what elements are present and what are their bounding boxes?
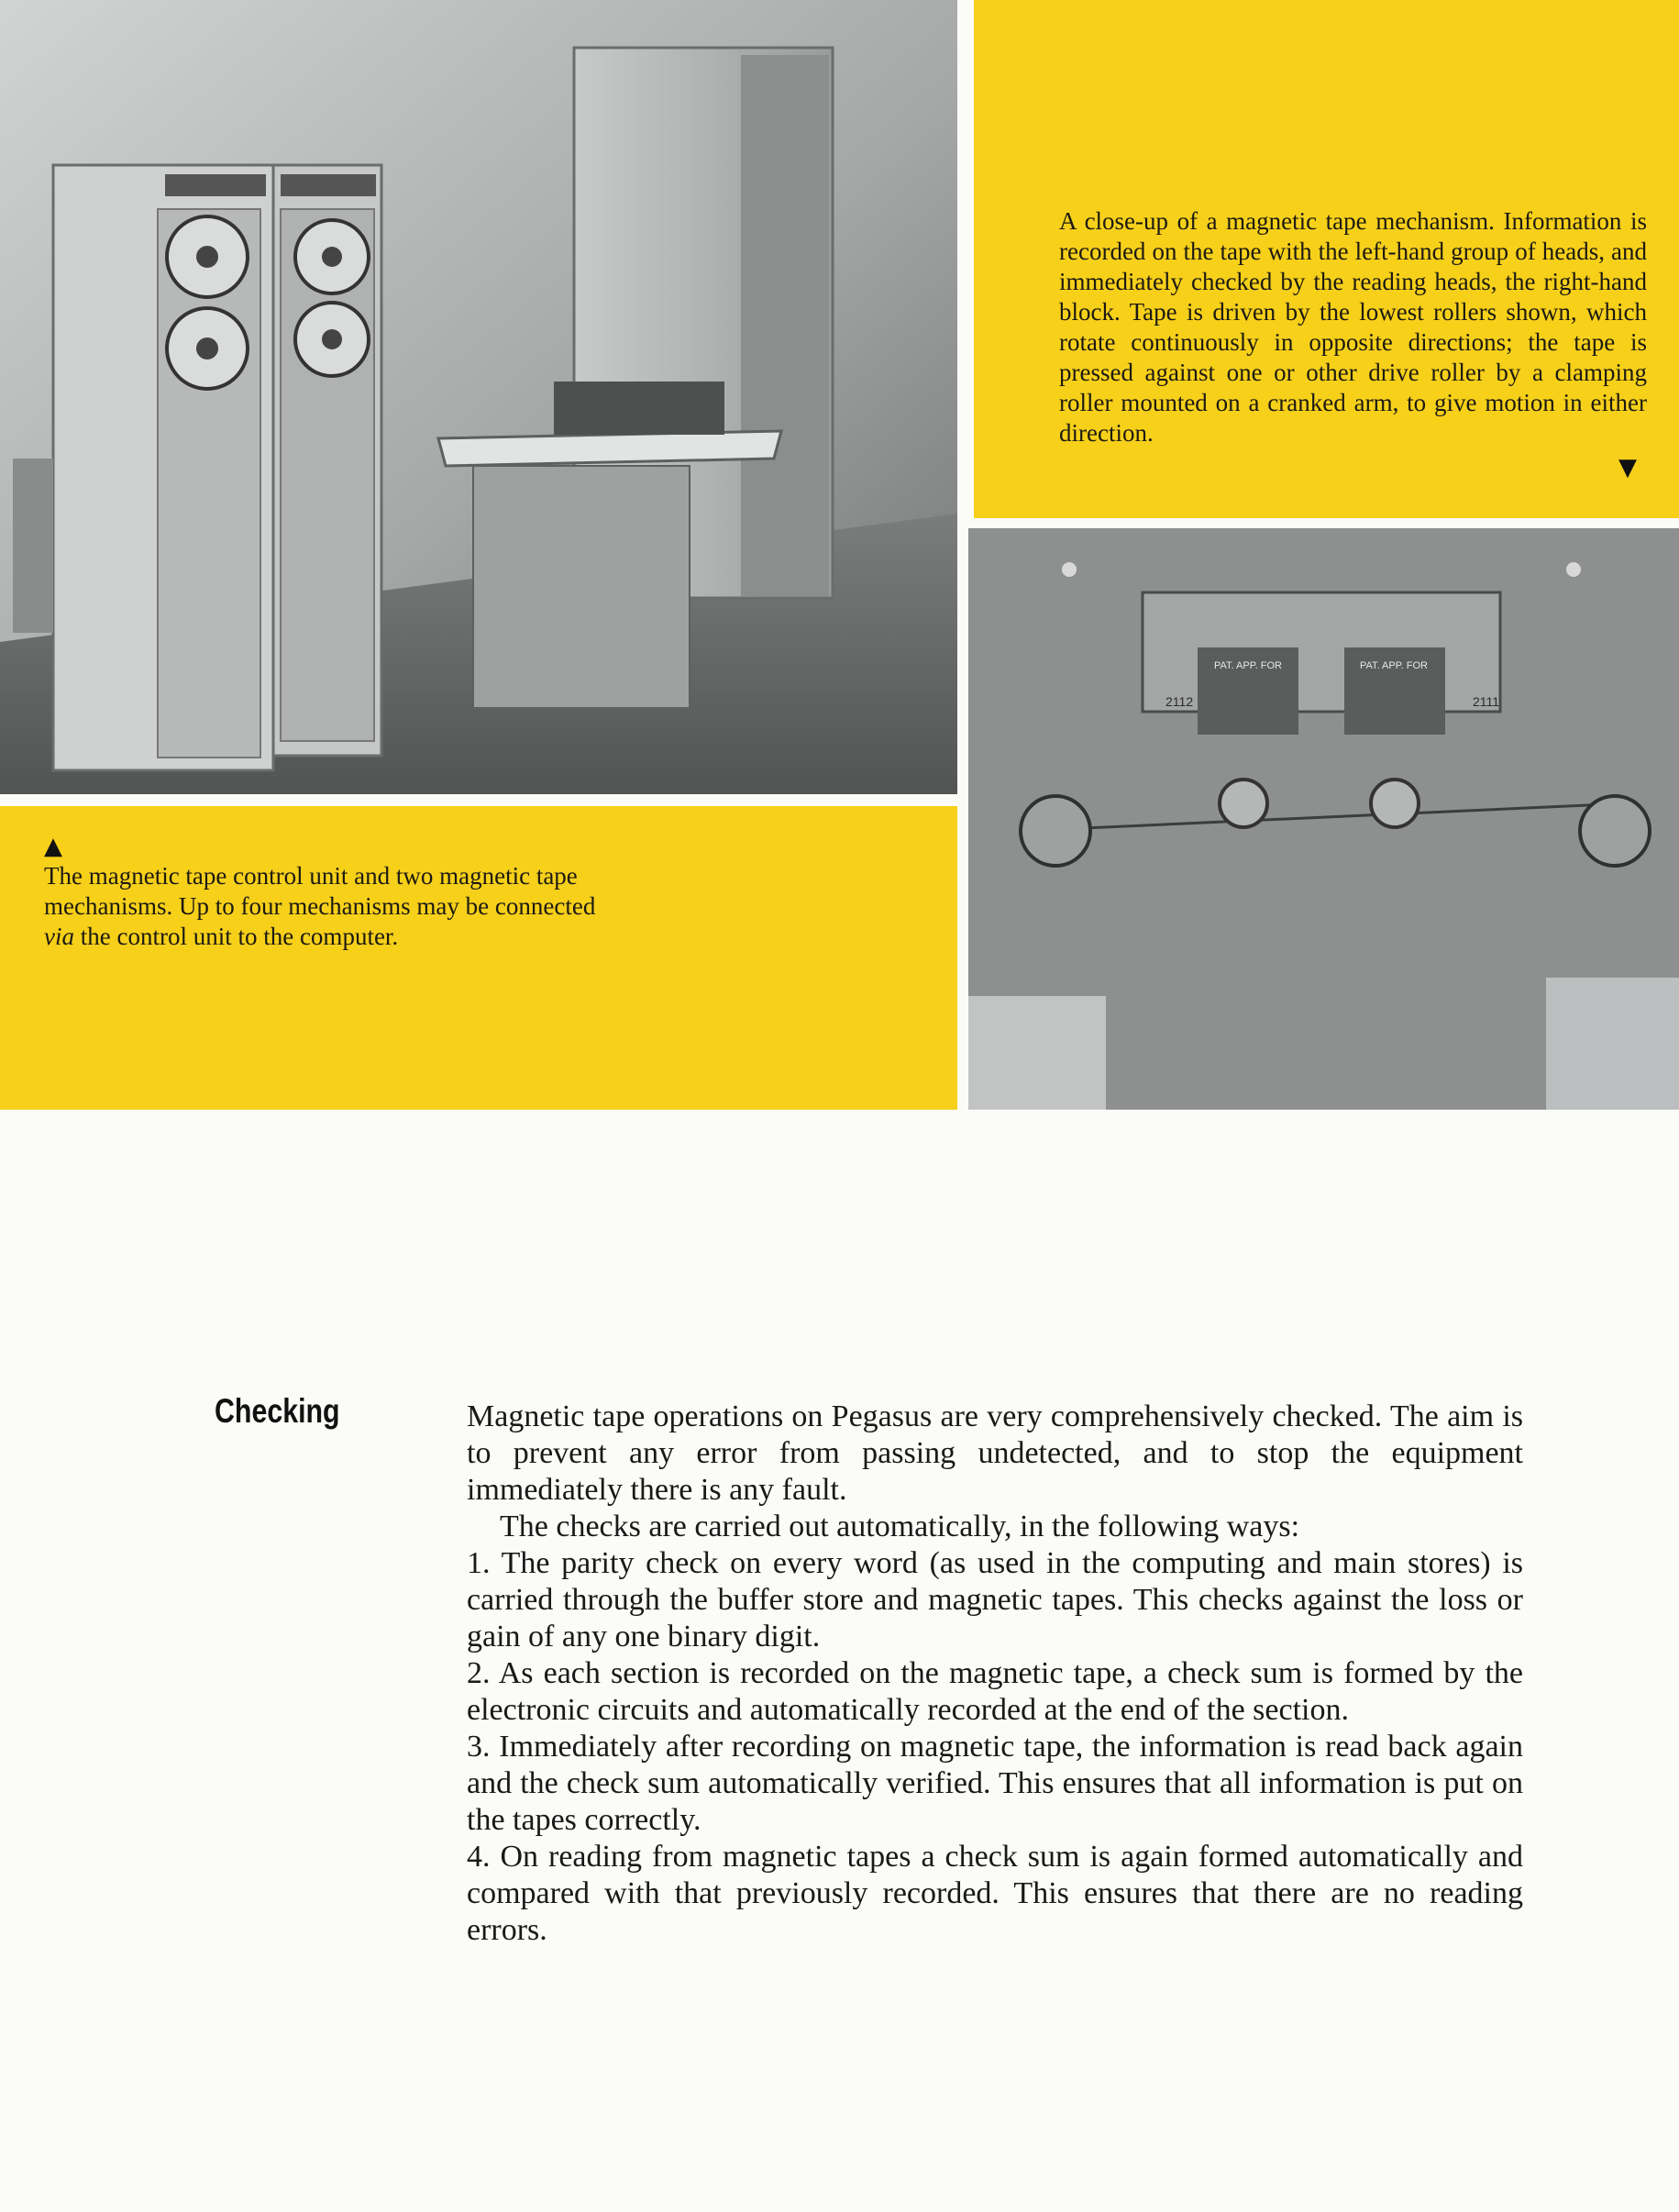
head-number-right: 2111 (1473, 694, 1500, 709)
paragraph: The checks are carried out automatically, in the following ways: (500, 1510, 1300, 1543)
head-number-left: 2112 (1165, 694, 1194, 709)
list-item: 3. Immediately after recording on magnetic tape, the information is read back again and the check sum automatically verified. This ensures that all information is put on the tapes correctly. (467, 1730, 1523, 1837)
photo-tape-heads-closeup (968, 528, 1679, 1110)
head-label-right: PAT. APP. FOR (1360, 660, 1428, 671)
caption-tape-closeup: A close-up of a magnetic tape mechanism. Information is recorded on the tape with the left-hand group of heads, and immediately checked by the reading heads, the right-hand block. Tape is driven by the lowest rollers shown, which rotate continuously in opposite directions; the tape is pressed against one or other drive roller by a clamping roller mounted on a cranked arm, to give motion in either direction. (1059, 207, 1647, 447)
tape-unit-right (273, 165, 381, 756)
list-item: 4. On reading from magnetic tapes a check sum is again formed automatically and compared with that previously recorded. This ensures that there are no reading errors. (467, 1840, 1523, 1947)
list-item: 1. The parity check on every word (as used in the computing and main stores) is carried through the buffer store and magnetic tapes. This checks against the loss or gain of any one binary digit. (467, 1546, 1523, 1653)
caption-panel-bottom (0, 806, 957, 1110)
arrow-down-icon: ▼ (1618, 454, 1637, 481)
caption-tape-units: The magnetic tape control unit and two magnetic tape mechanisms. Up to four mechanisms may be connected via the control unit to the computer. (44, 862, 596, 950)
section-heading: Checking (215, 1392, 340, 1430)
tape-unit-left (53, 165, 273, 770)
head-label-left: PAT. APP. FOR (1214, 660, 1282, 671)
paragraph: Magnetic tape operations on Pegasus are very comprehensively checked. The aim is to prevent any error from passing undetected, and to stop the equipment immediately there is any fault. (467, 1399, 1523, 1507)
arrow-up-icon: ▲ (44, 833, 62, 860)
section-body (467, 1399, 1523, 1949)
list-item: 2. As each section is recorded on the magnetic tape, a check sum is formed by the electronic circuits and automatically recorded at the end of the section. (467, 1656, 1523, 1727)
photo-tape-control-unit (0, 0, 957, 794)
